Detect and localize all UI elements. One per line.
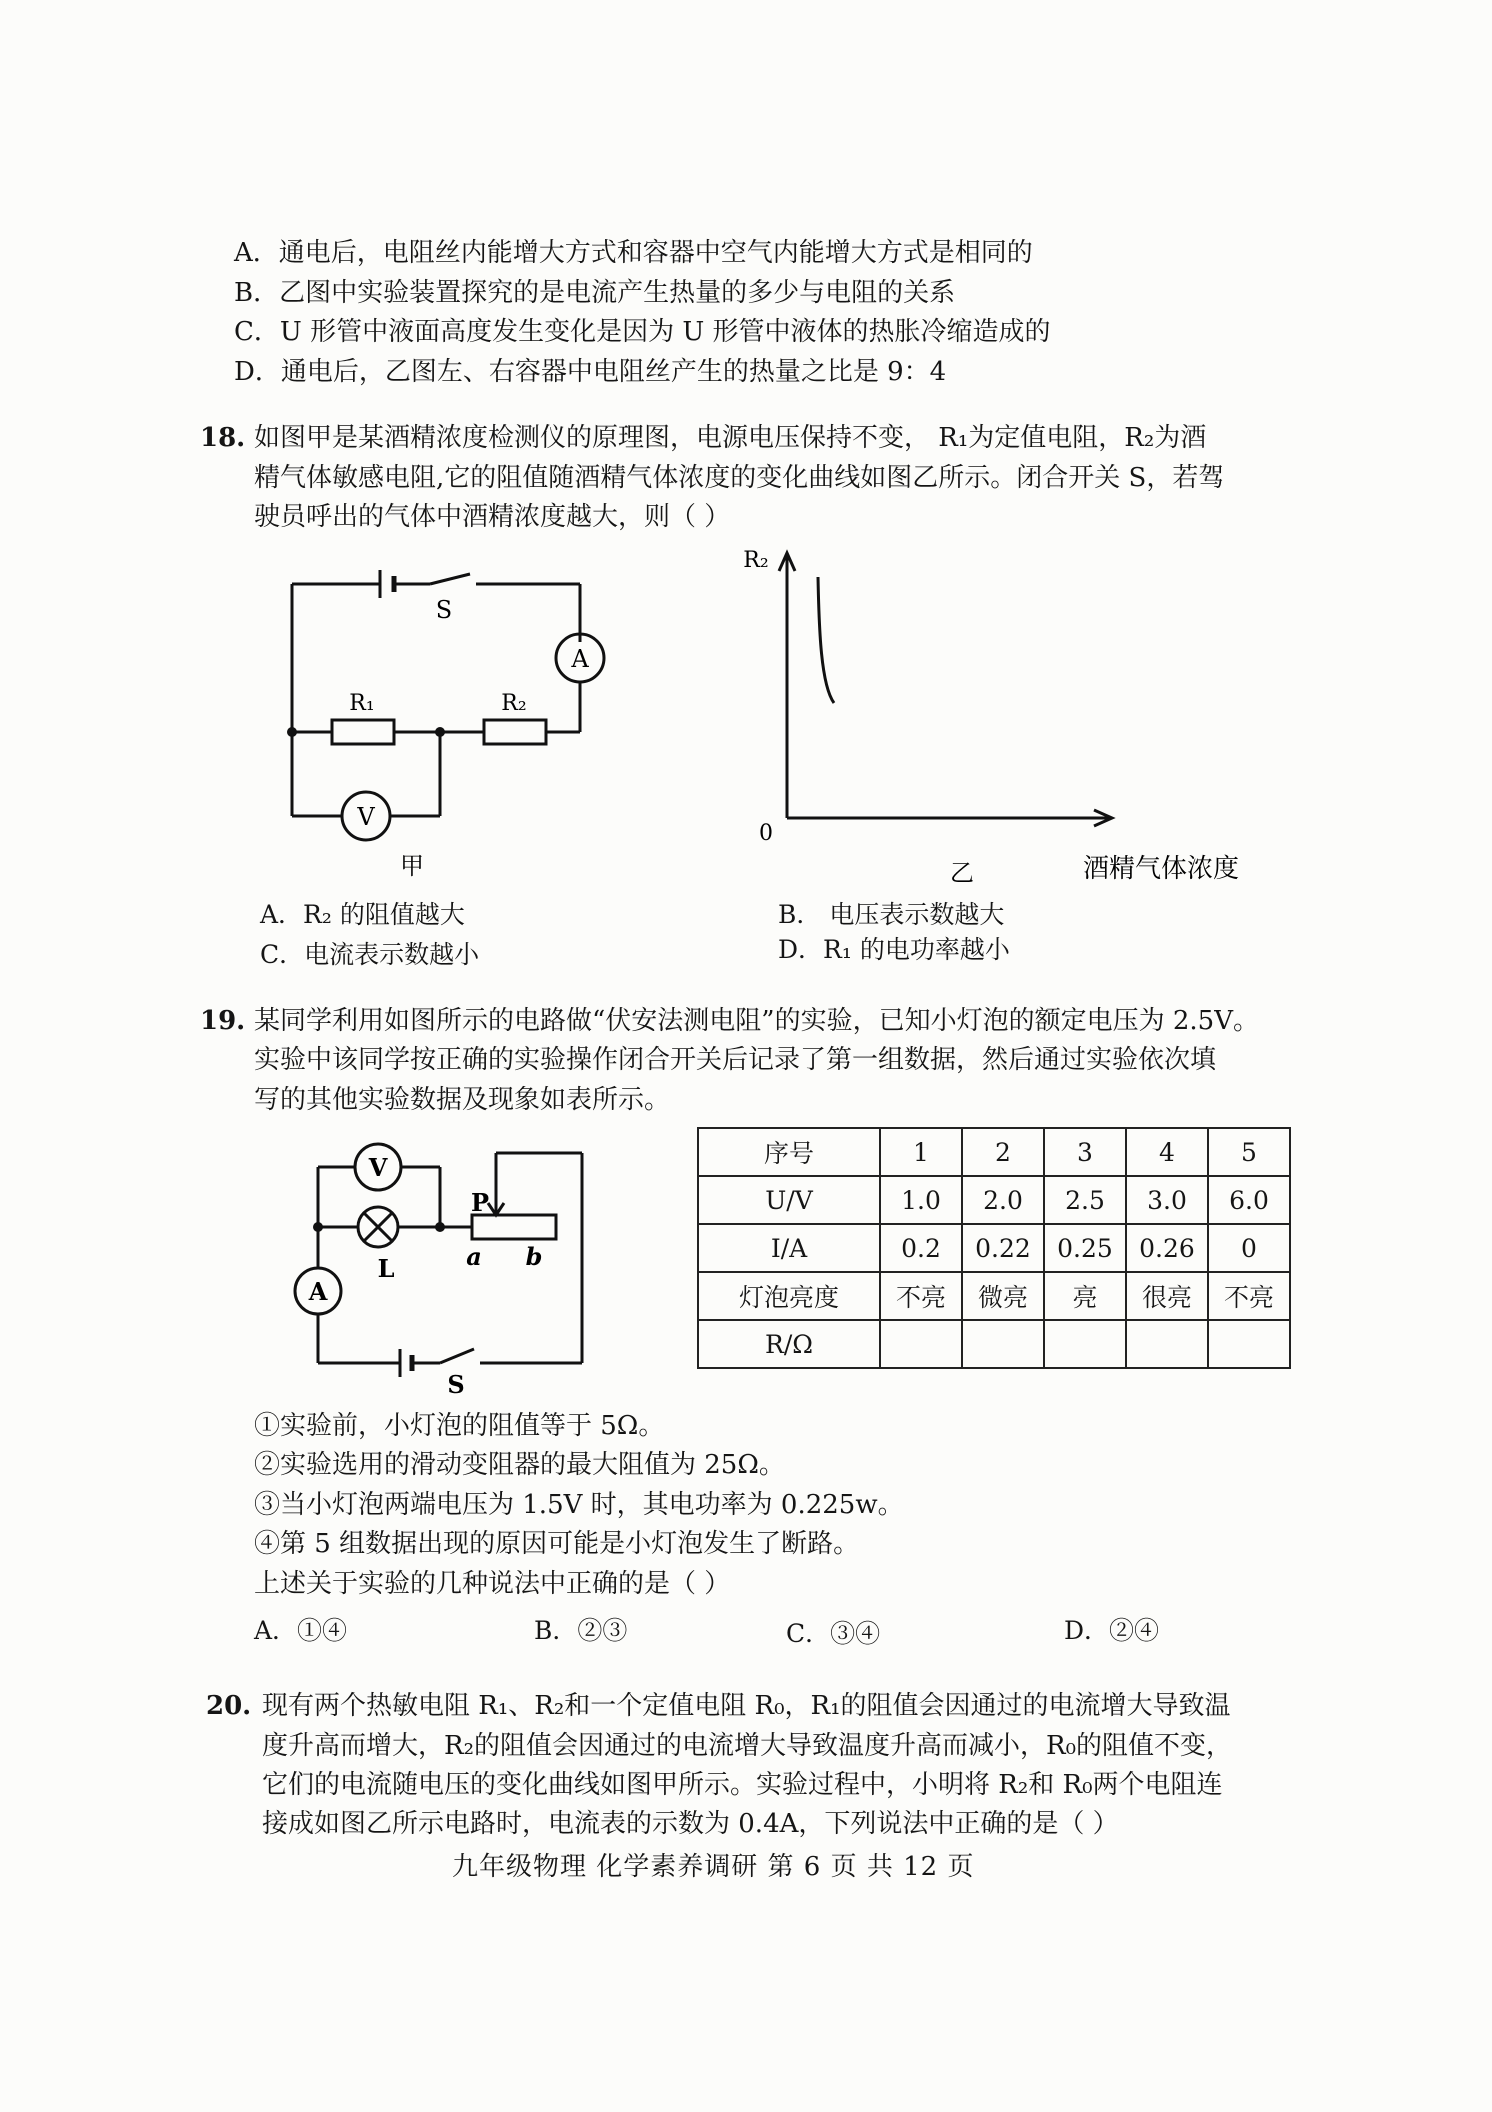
q18-text-line-2: 精气体敏感电阻,它的阻值随酒精气体浓度的变化曲线如图乙所示。闭合开关 S，若驾 <box>254 463 1225 493</box>
switch-label: S <box>435 596 453 624</box>
q18-text-line-3: 驶员呼出的气体中酒精浓度越大，则（ ） <box>254 502 731 532</box>
q17-option-a: A．通电后，电阻丝内能增大方式和容器中空气内能增大方式是相同的 <box>234 238 1033 268</box>
table-cell: 很亮 <box>1126 1272 1208 1320</box>
q19-statement-1: ①实验前，小灯泡的阻值等于 5Ω。 <box>254 1411 665 1441</box>
voltmeter-label: V <box>357 803 375 831</box>
q18-text-line-1: 如图甲是某酒精浓度检测仪的原理图，电源电压保持不变， R₁为定值电阻，R₂为酒 <box>254 423 1207 453</box>
table-cell: I/A <box>698 1224 880 1272</box>
r1-resistor <box>332 720 394 744</box>
table-cell: U/V <box>698 1176 880 1224</box>
table-cell: 0.26 <box>1126 1224 1208 1272</box>
q19-statement-4: ④第 5 组数据出现的原因可能是小灯泡发生了断路。 <box>254 1529 860 1559</box>
q18-circuit-diagram <box>270 560 640 880</box>
q20-number: 20. <box>206 1691 252 1721</box>
table-cell: R/Ω <box>698 1320 880 1368</box>
q19-data-table <box>697 1127 1291 1369</box>
q19-text-line-2: 实验中该同学按正确的实验操作闭合开关后记录了第一组数据，然后通过实验依次填 <box>254 1045 1217 1075</box>
ammeter-label: A <box>571 645 589 673</box>
q18-option-d: D．R₁ 的电功率越小 <box>778 935 1010 964</box>
end-b-label: b <box>525 1242 543 1271</box>
table-cell: 微亮 <box>962 1272 1044 1320</box>
table-cell: 3.0 <box>1126 1176 1208 1224</box>
graph-caption: 乙 <box>950 859 974 887</box>
r1-label: R₁ <box>349 691 375 716</box>
q20-text-line-4: 接成如图乙所示电路时，电流表的示数为 0.4A，下列说法中正确的是（ ） <box>262 1809 1119 1839</box>
circuit-caption: 甲 <box>400 852 424 880</box>
slider-label: P <box>470 1188 490 1217</box>
table-cell: 0.22 <box>962 1224 1044 1272</box>
page-footer: 九年级物理 化学素养调研 第 6 页 共 12 页 <box>452 1852 975 1882</box>
q19-statement-3: ③当小灯泡两端电压为 1.5V 时，其电功率为 0.225w。 <box>254 1490 904 1520</box>
table-cell <box>1208 1320 1290 1368</box>
q19-text-line-1: 某同学利用如图所示的电路做“伏安法测电阻”的实验，已知小灯泡的额定电压为 2.5V。 <box>254 1006 1259 1036</box>
rheostat-body <box>472 1215 556 1239</box>
table-cell: 6.0 <box>1208 1176 1290 1224</box>
table-cell: 0.25 <box>1044 1224 1126 1272</box>
switch-blade <box>430 574 470 584</box>
q19-statement-2: ②实验选用的滑动变阻器的最大阻值为 25Ω。 <box>254 1450 785 1480</box>
q17-option-b: B．乙图中实验装置探究的是电流产生热量的多少与电阻的关系 <box>234 278 956 308</box>
q19-text-line-3: 写的其他实验数据及现象如表所示。 <box>254 1085 671 1115</box>
table-cell <box>880 1320 962 1368</box>
switch-label: S <box>447 1370 465 1395</box>
table-cell: 1 <box>880 1128 962 1176</box>
q19-option-b: B．②③ <box>534 1616 628 1645</box>
graph-y-label: R₂ <box>743 548 769 573</box>
table-row <box>698 1320 1290 1368</box>
voltmeter-label: V <box>368 1153 388 1182</box>
q19-option-a: A．①④ <box>254 1616 348 1645</box>
q19-circuit-diagram <box>290 1135 610 1395</box>
q18-option-a: A．R₂ 的阻值越大 <box>260 900 465 929</box>
q17-option-c: C．U 形管中液面高度发生变化是因为 U 形管中液体的热胀冷缩造成的 <box>234 317 1051 347</box>
r2-resistor <box>484 720 546 744</box>
table-row <box>698 1272 1290 1320</box>
table-cell: 0.2 <box>880 1224 962 1272</box>
table-cell: 1.0 <box>880 1176 962 1224</box>
q18-resistance-graph <box>730 535 1270 890</box>
table-cell: 4 <box>1126 1128 1208 1176</box>
q19-number: 19. <box>200 1006 246 1036</box>
q19-option-c: C．③④ <box>786 1619 881 1648</box>
graph-x-label: 酒精气体浓度 <box>1083 854 1240 884</box>
table-cell: 2.0 <box>962 1176 1044 1224</box>
table-cell <box>962 1320 1044 1368</box>
q19-option-d: D．②④ <box>1064 1616 1160 1645</box>
q18-number: 18. <box>200 423 246 453</box>
table-cell: 5 <box>1208 1128 1290 1176</box>
table-cell: 0 <box>1208 1224 1290 1272</box>
q17-option-d: D．通电后，乙图左、右容器中电阻丝产生的热量之比是 9：4 <box>234 357 947 387</box>
switch-blade <box>440 1349 474 1363</box>
table-cell: 序号 <box>698 1128 880 1176</box>
q20-text-line-2: 度升高而增大，R₂的阻值会因通过的电流增大导致温度升高而减小，R₀的阻值不变， <box>262 1731 1232 1761</box>
r2-curve <box>818 577 834 703</box>
table-cell: 不亮 <box>1208 1272 1290 1320</box>
q20-text-line-1: 现有两个热敏电阻 R₁、R₂和一个定值电阻 R₀，R₁的阻值会因通过的电流增大导致温 <box>262 1691 1231 1721</box>
table-cell: 2.5 <box>1044 1176 1126 1224</box>
q20-text-line-3: 它们的电流随电压的变化曲线如图甲所示。实验过程中，小明将 R₂和 R₀两个电阻连 <box>262 1770 1223 1800</box>
r2-label: R₂ <box>501 691 527 716</box>
q18-option-c: C．电流表示数越小 <box>260 940 480 969</box>
table-cell <box>1126 1320 1208 1368</box>
end-a-label: a <box>466 1242 482 1271</box>
table-cell: 亮 <box>1044 1272 1126 1320</box>
graph-origin-label: 0 <box>759 821 773 846</box>
table-cell <box>1044 1320 1126 1368</box>
table-cell: 灯泡亮度 <box>698 1272 880 1320</box>
lamp-label: L <box>377 1254 395 1283</box>
table-row <box>698 1224 1290 1272</box>
table-cell: 2 <box>962 1128 1044 1176</box>
q19-question-prompt: 上述关于实验的几种说法中正确的是（ ） <box>254 1569 731 1599</box>
table-cell: 3 <box>1044 1128 1126 1176</box>
table-row <box>698 1176 1290 1224</box>
table-row <box>698 1128 1290 1176</box>
q18-option-b: B． 电压表示数越大 <box>778 900 1005 929</box>
table-cell: 不亮 <box>880 1272 962 1320</box>
ammeter-label: A <box>308 1277 328 1306</box>
